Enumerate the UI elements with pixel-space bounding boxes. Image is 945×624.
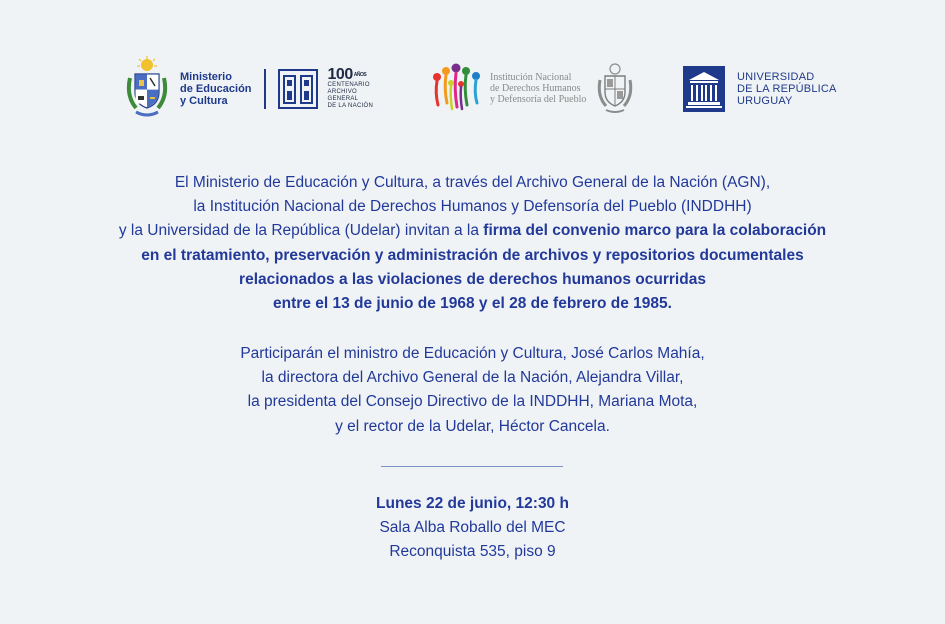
inddhh-figures-icon: [430, 63, 484, 113]
invitation-line-3-regular: y la Universidad de la República (Udelar) invitan a la: [118, 222, 484, 240]
agn-line-3: GENERAL: [327, 96, 359, 102]
event-venue: Sala Alba Roballo del MEC: [379, 519, 566, 537]
invitation-line-5: relacionados a las violaciones de derechos humanos ocurridas: [239, 270, 706, 288]
udelar-logo: [683, 66, 837, 112]
inddhh-line-2: de Derechos Humanos: [490, 82, 581, 94]
agn-line-4: DE LA NACIÓN: [327, 103, 374, 109]
participants-line-3: la presidenta del Consejo Directivo de la INDDHH, Mariana Mota,: [247, 393, 698, 411]
inddhh-name: [490, 72, 586, 105]
mec-line-3: y Cultura: [180, 95, 228, 107]
inddhh-logo: [430, 62, 636, 114]
section-divider: [381, 466, 563, 467]
invitation-line-1: El Ministerio de Educación y Cultura, a través del Archivo General de la Nación (AGN),: [174, 174, 771, 191]
agn-anos: AÑOS: [353, 72, 367, 78]
udelar-name: [737, 71, 837, 107]
invitation-line-3-bold: firma del convenio marco para la colaboración: [483, 222, 827, 240]
udelar-line-3: URUGUAY: [737, 95, 793, 107]
logo-bar: [0, 56, 945, 120]
invitation-line-3: [0, 219, 945, 243]
agn-building-icon: [278, 69, 318, 109]
udelar-building-icon: [683, 66, 725, 112]
logo-divider: [264, 69, 266, 109]
inddhh-line-1: Institución Nacional: [490, 71, 572, 83]
agn-name: [328, 68, 374, 110]
mec-line-2: de Educación: [180, 83, 252, 95]
participants-line-4: y el rector de la Udelar, Héctor Cancela.: [335, 417, 610, 435]
event-address: Reconquista 535, piso 9: [389, 543, 556, 561]
participants-line-1: Participarán el ministro de Educación y Cultura, José Carlos Mahía,: [240, 345, 705, 362]
event-date: Lunes 22 de junio, 12:30 h: [376, 495, 569, 512]
agn-line-1: CENTENARIO: [327, 82, 370, 88]
event-details: [0, 492, 945, 565]
udelar-line-1: UNIVERSIDAD: [737, 71, 815, 83]
participants-paragraph: [0, 342, 945, 439]
invitation-line-4: en el tratamiento, preservación y administración de archivos y repositorios documentales: [141, 246, 804, 264]
invitation-line-2: la Institución Nacional de Derechos Humanos y Defensoría del Pueblo (INDDHH): [193, 198, 752, 216]
inddhh-line-3: y Defensoría del Pueblo: [490, 93, 587, 105]
uruguay-coat-of-arms-icon: [122, 56, 172, 122]
invitation-line-6: entre el 13 de junio de 1968 y el 28 de febrero de 1985.: [273, 295, 672, 313]
agn-number: 100: [327, 66, 353, 83]
udelar-line-2: DE LA REPÚBLICA: [737, 83, 837, 95]
agn-centenary: [328, 68, 374, 82]
participants-line-2: la directora del Archivo General de la Nación, Alejandra Villar,: [261, 369, 684, 387]
invitation-paragraph: [0, 171, 945, 316]
mec-agn-logo: [122, 56, 373, 122]
mec-name: [180, 71, 252, 107]
mec-line-1: Ministerio: [180, 71, 232, 83]
coat-of-arms-grey-icon: [594, 62, 636, 114]
agn-line-2: ARCHIVO: [327, 89, 357, 95]
